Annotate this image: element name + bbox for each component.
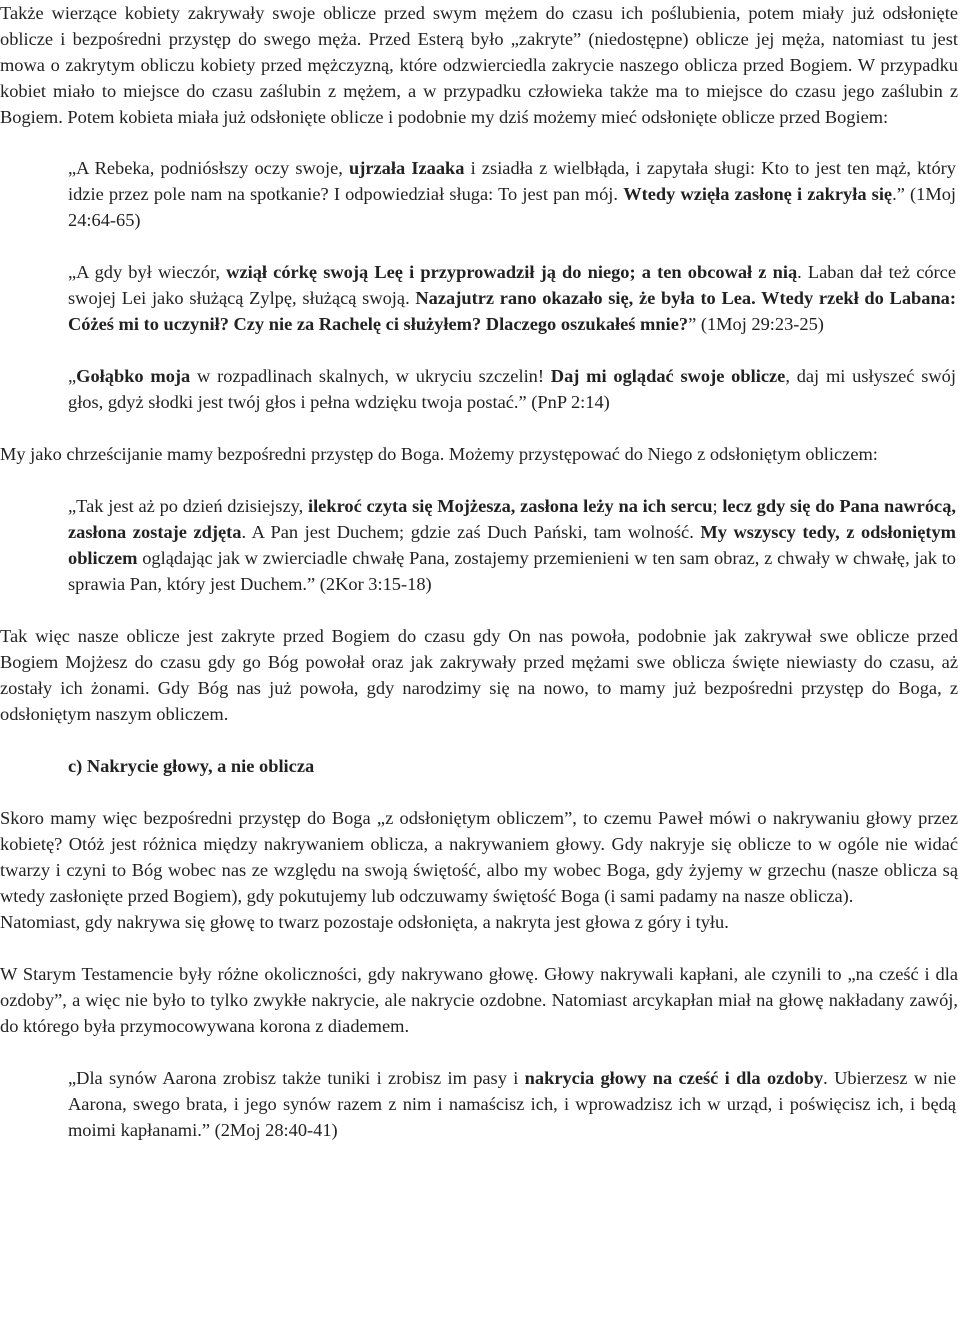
section-heading: c) Nakrycie głowy, a nie oblicza (68, 756, 315, 776)
quote-citation: . Ubierzesz w nie Aarona, swego brata, i jego synów razem z nim i namaścisz ich, i wprowadzisz ich w urząd, i poświęcisz ich, i będą moimi kapłanami.” (2Moj 28:40-41) (68, 1068, 956, 1140)
text-line: (niedostępne) oblicze jej męża, natomiast tu jest mowa o zakrytym obliczu kobiety przed mężczyzną, (0, 29, 958, 75)
quote-citation: ” (1Moj 29:23-25) (688, 314, 824, 334)
text-line: oblicze przed Bogiem: (721, 107, 889, 127)
quote-emphasis: ujrzała Izaaka (349, 158, 465, 178)
paragraph-christians: My jako chrześcijanie mamy bezpośredni przystęp do Boga. Możemy przystępować do Niego z odsłoniętym obliczem: (0, 444, 878, 464)
paragraph-head-covering: Skoro mamy więc bezpośredni przystęp do Boga „z odsłoniętym obliczem”, to czemu Paweł mówi o nakrywaniu głowy przez kobietę? Otóż jest różnica między nakrywaniem oblicza, a nakrywaniem głowy. Gdy nakryje się oblicze to w ogóle nie widać twarzy i czyni to Bóg wobec nas ze względu na swoją świętość, albo my wobec Boga, gdy żyjemy w grzechu (nasze oblicza są wtedy zasłonięte przed Bogiem), gdy pokutujemy lub odczuwamy świętość Boga (i sami padamy na nasze oblicza). (0, 808, 958, 906)
paragraph-old-testament: W Starym Testamencie były różne okoliczności, gdy nakrywano głowę. Głowy nakrywali kapłani, ale czynili to „na cześć i dla ozdoby”, a więc nie było to tylko zwykłe nakrycie, ale nakrycie ozdobne. Natomiast arcykapłan miał na głowę nakładany zawój, do którego była przymocowywana korona z diademem. (0, 964, 958, 1036)
quote-emphasis: Wtedy wzięła zasłonę i zakryła się (623, 184, 893, 204)
quote-text: „Tak jest aż po dzień dzisiejszy, (68, 496, 308, 516)
quote-text: w rozpadlinach skalnych, w ukryciu szczelin! (190, 366, 551, 386)
quote-genesis-29 (0, 259, 956, 337)
quote-2-corinthians (0, 493, 956, 597)
text-line: czasu zaślubin z mężem, a w przypadku człowieka także ma to miejsce do czasu jego zaślubin z (211, 81, 958, 101)
quote-emphasis: My wszyscy tedy, z odsłoniętym obliczem (68, 522, 957, 568)
quote-text: „ (68, 366, 77, 386)
quote-text: i zsiadła z wielbłąda, i zapytała sługi: Kto to jest ten mąż, który idzie przez pole nam na spotkanie? I odpowiedział sługa: To jest pan mój. (68, 158, 956, 204)
quote-emphasis: wziął córkę swoją Leę i przyprowadził ją do niego; a ten obcował z nią (226, 262, 798, 282)
text-line: Także wierzące kobiety zakrywały swoje oblicze przed swym mężem do czasu ich poślubienia, potem (0, 3, 795, 23)
paragraph-intro (0, 0, 958, 130)
quote-emphasis: Daj mi oglądać swoje oblicze (550, 366, 786, 386)
quote-text: „Dla synów Aarona zrobisz także tuniki i zrobisz im pasy i (68, 1068, 525, 1088)
paragraph-head-vs-face: Natomiast, gdy nakrywa się głowę to twarz pozostaje odsłonięta, a nakryta jest głowa z góry i tyłu. (0, 912, 729, 932)
quote-emphasis: Gołąbko moja (76, 366, 191, 386)
text-line: miały już odsłonięte oblicze i bezpośredni przystęp do swego męża. Przed Esterą było „zakryte” (0, 3, 958, 49)
quote-emphasis: nakrycia głowy na cześć i dla ozdoby (524, 1068, 824, 1088)
quote-emphasis: ilekroć czyta się Mojżesza, zasłona leży na ich sercu (307, 496, 713, 516)
quote-genesis-24 (0, 155, 956, 233)
quote-text: . A Pan jest Duchem; gdzie zaś Duch Pański, tam wolność. (241, 522, 701, 542)
quote-citation: .” (1Moj 24:64-65) (68, 184, 957, 230)
quote-song-of-songs (0, 363, 956, 415)
paragraph-summary: Tak więc nasze oblicze jest zakryte przed Bogiem do czasu gdy On nas powoła, podobnie jak zakrywał swe oblicze przed Bogiem Mojżesz do czasu gdy go Bóg powołał oraz jak zakrywały przed mężami swe oblicza święte niewiasty do czasu, aż zostały ich żonami. Gdy Bóg nas już powoła, gdy narodzimy się na nowo, to mamy już bezpośredni przystęp do Boga, z odsłoniętym naszym obliczem. (0, 626, 958, 724)
text-line: które odzwierciedla zakrycie naszego oblicza przed Bogiem. W przypadku kobiet miało to miejsce do (0, 55, 959, 101)
quote-citation: oglądając jak w zwierciadle chwałę Pana, zostajemy przemienieni w ten sam obraz, z chwały w chwałę, jak to sprawia Pan, który jest Duchem.” (2Kor 3:15-18) (68, 548, 956, 594)
quote-text: ; (712, 496, 723, 516)
quote-emphasis: Nazajutrz rano okazało się, że była to Lea. Wtedy rzekł do Labana: Cóżeś mi to uczynił? Czy nie za Rachelę ci służyłem? Dlaczego oszukałeś mnie? (68, 288, 956, 334)
quote-text: „A gdy był wieczór, (68, 262, 227, 282)
text-line: Bogiem. Potem kobieta miała już odsłonięte oblicze i podobnie my dziś możemy mieć odsłonięte (0, 107, 718, 127)
quote-exodus-28 (0, 1065, 956, 1143)
quote-citation: , daj mi usłyszeć swój głos, gdyż słodki jest twój głos i pełna wdzięku twoja postać.” (PnP 2:14) (68, 366, 956, 412)
quote-text: . Laban dał też córce swojej Lei jako służącą Zylpę, służącą swoją. (68, 262, 957, 308)
quote-emphasis: lecz gdy się do Pana nawrócą, zasłona zostaje zdjęta (68, 496, 956, 542)
quote-text: „A Rebeka, podniósłszy oczy swoje, (68, 158, 349, 178)
